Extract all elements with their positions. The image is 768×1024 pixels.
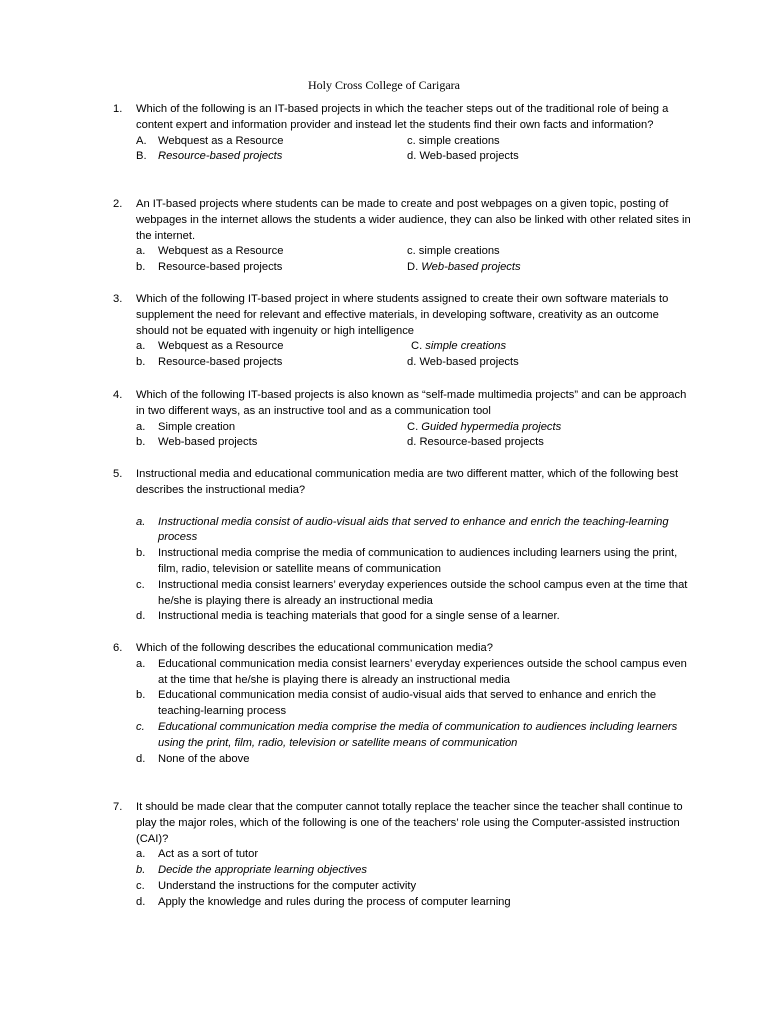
question-3	[113, 292, 693, 371]
option-text: Resource-based projects	[158, 261, 283, 274]
question-number: 3.	[113, 293, 123, 305]
question-1	[113, 102, 693, 165]
option-row	[136, 355, 693, 371]
question-5	[113, 467, 693, 625]
option-letter: b.	[136, 261, 146, 274]
option-row	[136, 134, 693, 150]
option-text: Educational communication media consist of audio-visual aids that served to enhance and enrich the teaching-learning process	[158, 689, 657, 718]
option-letter: B.	[136, 150, 147, 163]
option-c	[136, 720, 693, 752]
option-d	[136, 609, 693, 625]
option-letter: D.	[407, 261, 419, 274]
question-2	[113, 197, 693, 276]
question-6	[113, 641, 693, 767]
option-letter: c.	[136, 879, 145, 892]
option-b	[136, 546, 693, 578]
option-text: d. Web-based projects	[407, 356, 519, 369]
options	[136, 134, 693, 166]
option-letter: c.	[136, 720, 145, 733]
option-text: d. Resource-based projects	[407, 436, 544, 449]
option-letter: a.	[136, 340, 146, 353]
option-letter: d.	[136, 610, 146, 623]
options	[136, 847, 693, 910]
option-text: Resource-based projects	[158, 150, 283, 163]
question-number: 5.	[113, 468, 123, 480]
question-number: 4.	[113, 389, 123, 401]
options	[136, 339, 693, 371]
page-title: Holy Cross College of Carigara	[308, 78, 460, 92]
option-letter: a.	[136, 420, 146, 433]
option-letter: d.	[136, 752, 146, 765]
option-letter: b.	[136, 547, 146, 560]
option-letter: C.	[407, 420, 419, 433]
option-letter: b.	[136, 689, 146, 702]
option-text: d. Web-based projects	[407, 150, 519, 163]
option-text: Apply the knowledge and rules during the process of computer learning	[158, 895, 511, 908]
option-d	[136, 752, 693, 768]
options	[136, 657, 693, 768]
question-text: An IT-based projects where students can be made to create and post webpages on a given topic, posting of webpages in the internet allows the students a wider audience, they can also be linked with other related sites in the internet.	[136, 198, 691, 242]
option-row	[136, 420, 693, 436]
option-text: Resource-based projects	[158, 356, 283, 369]
option-text: Educational communication media consist learners’ everyday experiences outside the school campus even at the time that he/she is playing there is already an instructional media	[158, 657, 687, 686]
option-text: Simple creation	[158, 420, 236, 433]
options	[136, 244, 693, 276]
option-text: Webquest as a Resource	[158, 340, 284, 353]
option-row	[136, 339, 693, 355]
question-text: Instructional media and educational communication media are two different matter, which of the following best describes the instructional media?	[136, 468, 679, 496]
option-text: simple creations	[425, 340, 507, 353]
question-text: Which of the following IT-based projects is also known as “self-made multimedia projects” and can be approach in two different ways, as an instructive tool and as a communication tool	[136, 389, 687, 417]
option-letter: c.	[136, 578, 145, 591]
option-row	[136, 260, 693, 276]
option-letter: C.	[411, 340, 423, 353]
option-text: None of the above	[158, 752, 250, 765]
question-4	[113, 388, 693, 451]
question-text: Which of the following IT-based project in where students assigned to create their own software materials to supplement the need for relevant and effective materials, in developing software, creativity as an outcome should not be equated with ingenuity or high intelligence	[136, 293, 669, 337]
option-text: Educational communication media comprise the media of communication to audiences including learners using the print, film, radio, television or satellite means of communication	[158, 720, 678, 749]
option-text: Web-based projects	[421, 261, 521, 274]
option-text: Webquest as a Resource	[158, 134, 284, 147]
option-b	[136, 863, 693, 879]
option-letter: b.	[136, 864, 146, 877]
question-number: 2.	[113, 198, 123, 210]
option-c	[411, 339, 506, 355]
option-a	[136, 847, 693, 863]
question-text: Which of the following describes the educational communication media?	[136, 642, 493, 654]
option-b	[136, 688, 693, 720]
question-text: Which of the following is an IT-based projects in which the teacher steps out of the traditional role of being a content expert and information provider and instead let the students find their own facts and information?	[136, 103, 669, 131]
question-7	[113, 800, 693, 911]
question-number: 7.	[113, 801, 123, 813]
option-letter: d.	[136, 895, 146, 908]
option-c	[136, 578, 693, 610]
option-c	[136, 879, 693, 895]
option-letter: A.	[136, 134, 147, 147]
options	[136, 515, 693, 626]
option-text: c. simple creations	[407, 245, 500, 258]
option-d	[407, 260, 521, 276]
option-c	[407, 420, 561, 436]
question-number: 6.	[113, 642, 123, 654]
option-a	[136, 515, 693, 547]
question-text: It should be made clear that the computer cannot totally replace the teacher since the teacher shall continue to play the major roles, which of the following is one of the teachers’ role using the Computer-assisted instruction (CAI)?	[136, 801, 683, 845]
option-letter: a.	[136, 245, 146, 258]
option-letter: b.	[136, 436, 146, 449]
option-row	[136, 149, 693, 165]
option-text: c. simple creations	[407, 134, 500, 147]
option-text: Webquest as a Resource	[158, 245, 284, 258]
option-text: Instructional media consist of audio-visual aids that served to enhance and enrich the teaching-learning process	[158, 515, 669, 544]
question-number: 1.	[113, 103, 123, 115]
option-text: Decide the appropriate learning objectives	[158, 864, 367, 877]
option-row	[136, 244, 693, 260]
option-d	[136, 895, 693, 911]
option-text: Web-based projects	[158, 436, 258, 449]
option-letter: a.	[136, 657, 146, 670]
option-letter: b.	[136, 356, 146, 369]
option-letter: a.	[136, 848, 146, 861]
option-text: Guided hypermedia projects	[421, 420, 562, 433]
options	[136, 420, 693, 452]
option-row	[136, 435, 693, 451]
option-text: Instructional media is teaching materials that good for a single sense of a learner.	[158, 610, 560, 623]
option-letter: a.	[136, 515, 146, 528]
option-text: Instructional media consist learners’ everyday experiences outside the school campus even at the time that he/she is playing there is already an instructional media	[158, 578, 688, 607]
option-a	[136, 657, 693, 689]
option-text: Instructional media comprise the media of communication to audiences including learners using the print, film, radio, television or satellite means of communication	[158, 547, 678, 575]
option-text: Act as a sort of tutor	[158, 848, 259, 861]
option-text: Understand the instructions for the computer activity	[158, 879, 417, 892]
